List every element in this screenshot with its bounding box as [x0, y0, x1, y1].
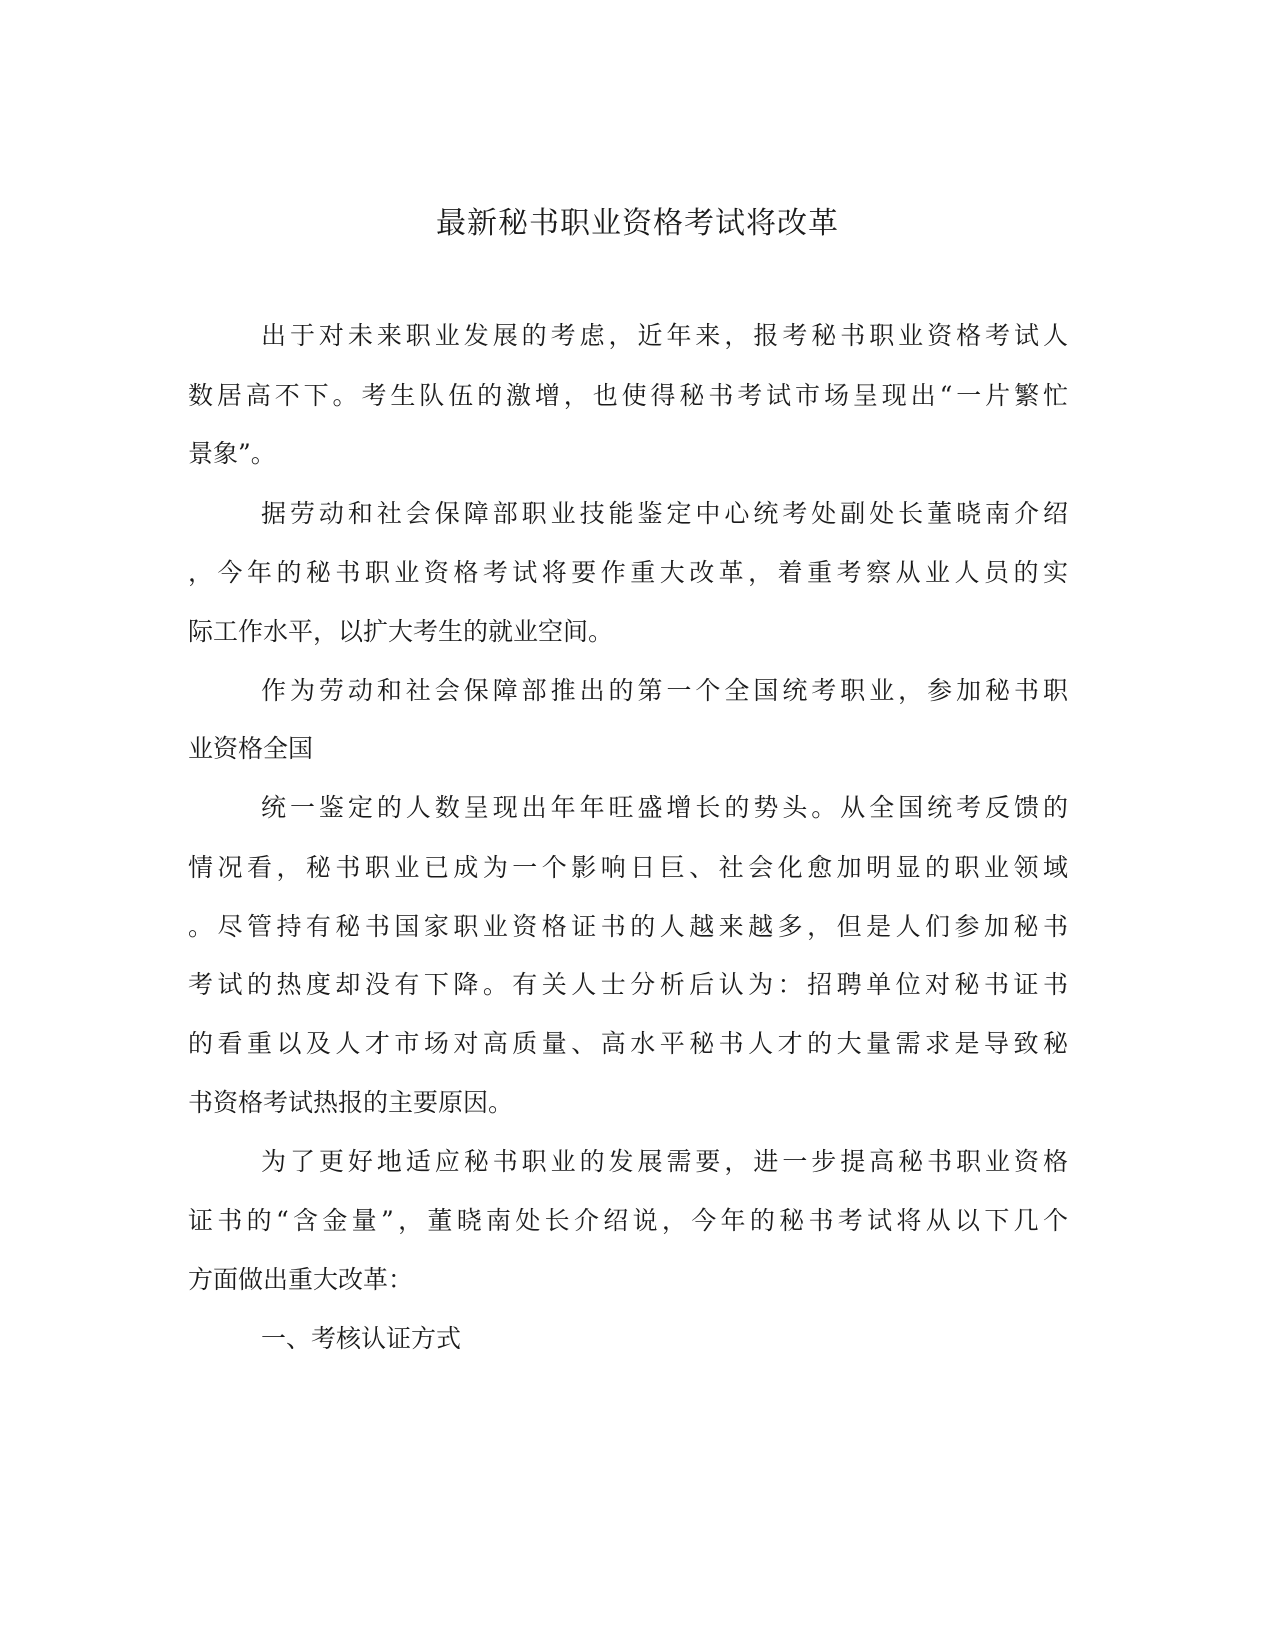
body-line: 为了更好地适应秘书职业的发展需要，进一步提高秘书职业资格	[261, 1147, 1068, 1176]
body-line: 际工作水平，以扩大考生的就业空间。	[188, 617, 614, 646]
body-line: 情况看，秘书职业已成为一个影响日巨、社会化愈加明显的职业领域	[188, 853, 1068, 882]
body-line: 作为劳动和社会保障部推出的第一个全国统考职业，参加秘书职	[261, 676, 1068, 705]
body-line: 考试的热度却没有下降。有关人士分析后认为：招聘单位对秘书证书	[188, 970, 1068, 999]
document-title: 最新秘书职业资格考试将改革	[436, 206, 839, 241]
body-line: 据劳动和社会保障部职业技能鉴定中心统考处副处长董晓南介绍	[261, 499, 1068, 528]
body-line: 的看重以及人才市场对高质量、高水平秘书人才的大量需求是导致秘	[188, 1029, 1068, 1058]
body-line: 证书的“含金量”，董晓南处长介绍说，今年的秘书考试将从以下几个	[188, 1206, 1068, 1235]
body-line: 数居高不下。考生队伍的激增，也使得秘书考试市场呈现出“一片繁忙	[188, 381, 1068, 410]
section-heading: 一、考核认证方式	[261, 1324, 462, 1353]
body-line: 业资格全国	[188, 734, 314, 763]
body-line: 统一鉴定的人数呈现出年年旺盛增长的势头。从全国统考反馈的	[261, 793, 1068, 822]
body-line: 出于对未来职业发展的考虑，近年来，报考秘书职业资格考试人	[261, 321, 1068, 350]
body-line: 方面做出重大改革：	[188, 1265, 414, 1294]
body-line: 。尽管持有秘书国家职业资格证书的人越来越多，但是人们参加秘书	[188, 912, 1068, 941]
body-line: 景象”。	[188, 439, 276, 468]
body-line: ，今年的秘书职业资格考试将要作重大改革，着重考察从业人员的实	[188, 558, 1068, 587]
body-line: 书资格考试热报的主要原因。	[188, 1088, 514, 1117]
